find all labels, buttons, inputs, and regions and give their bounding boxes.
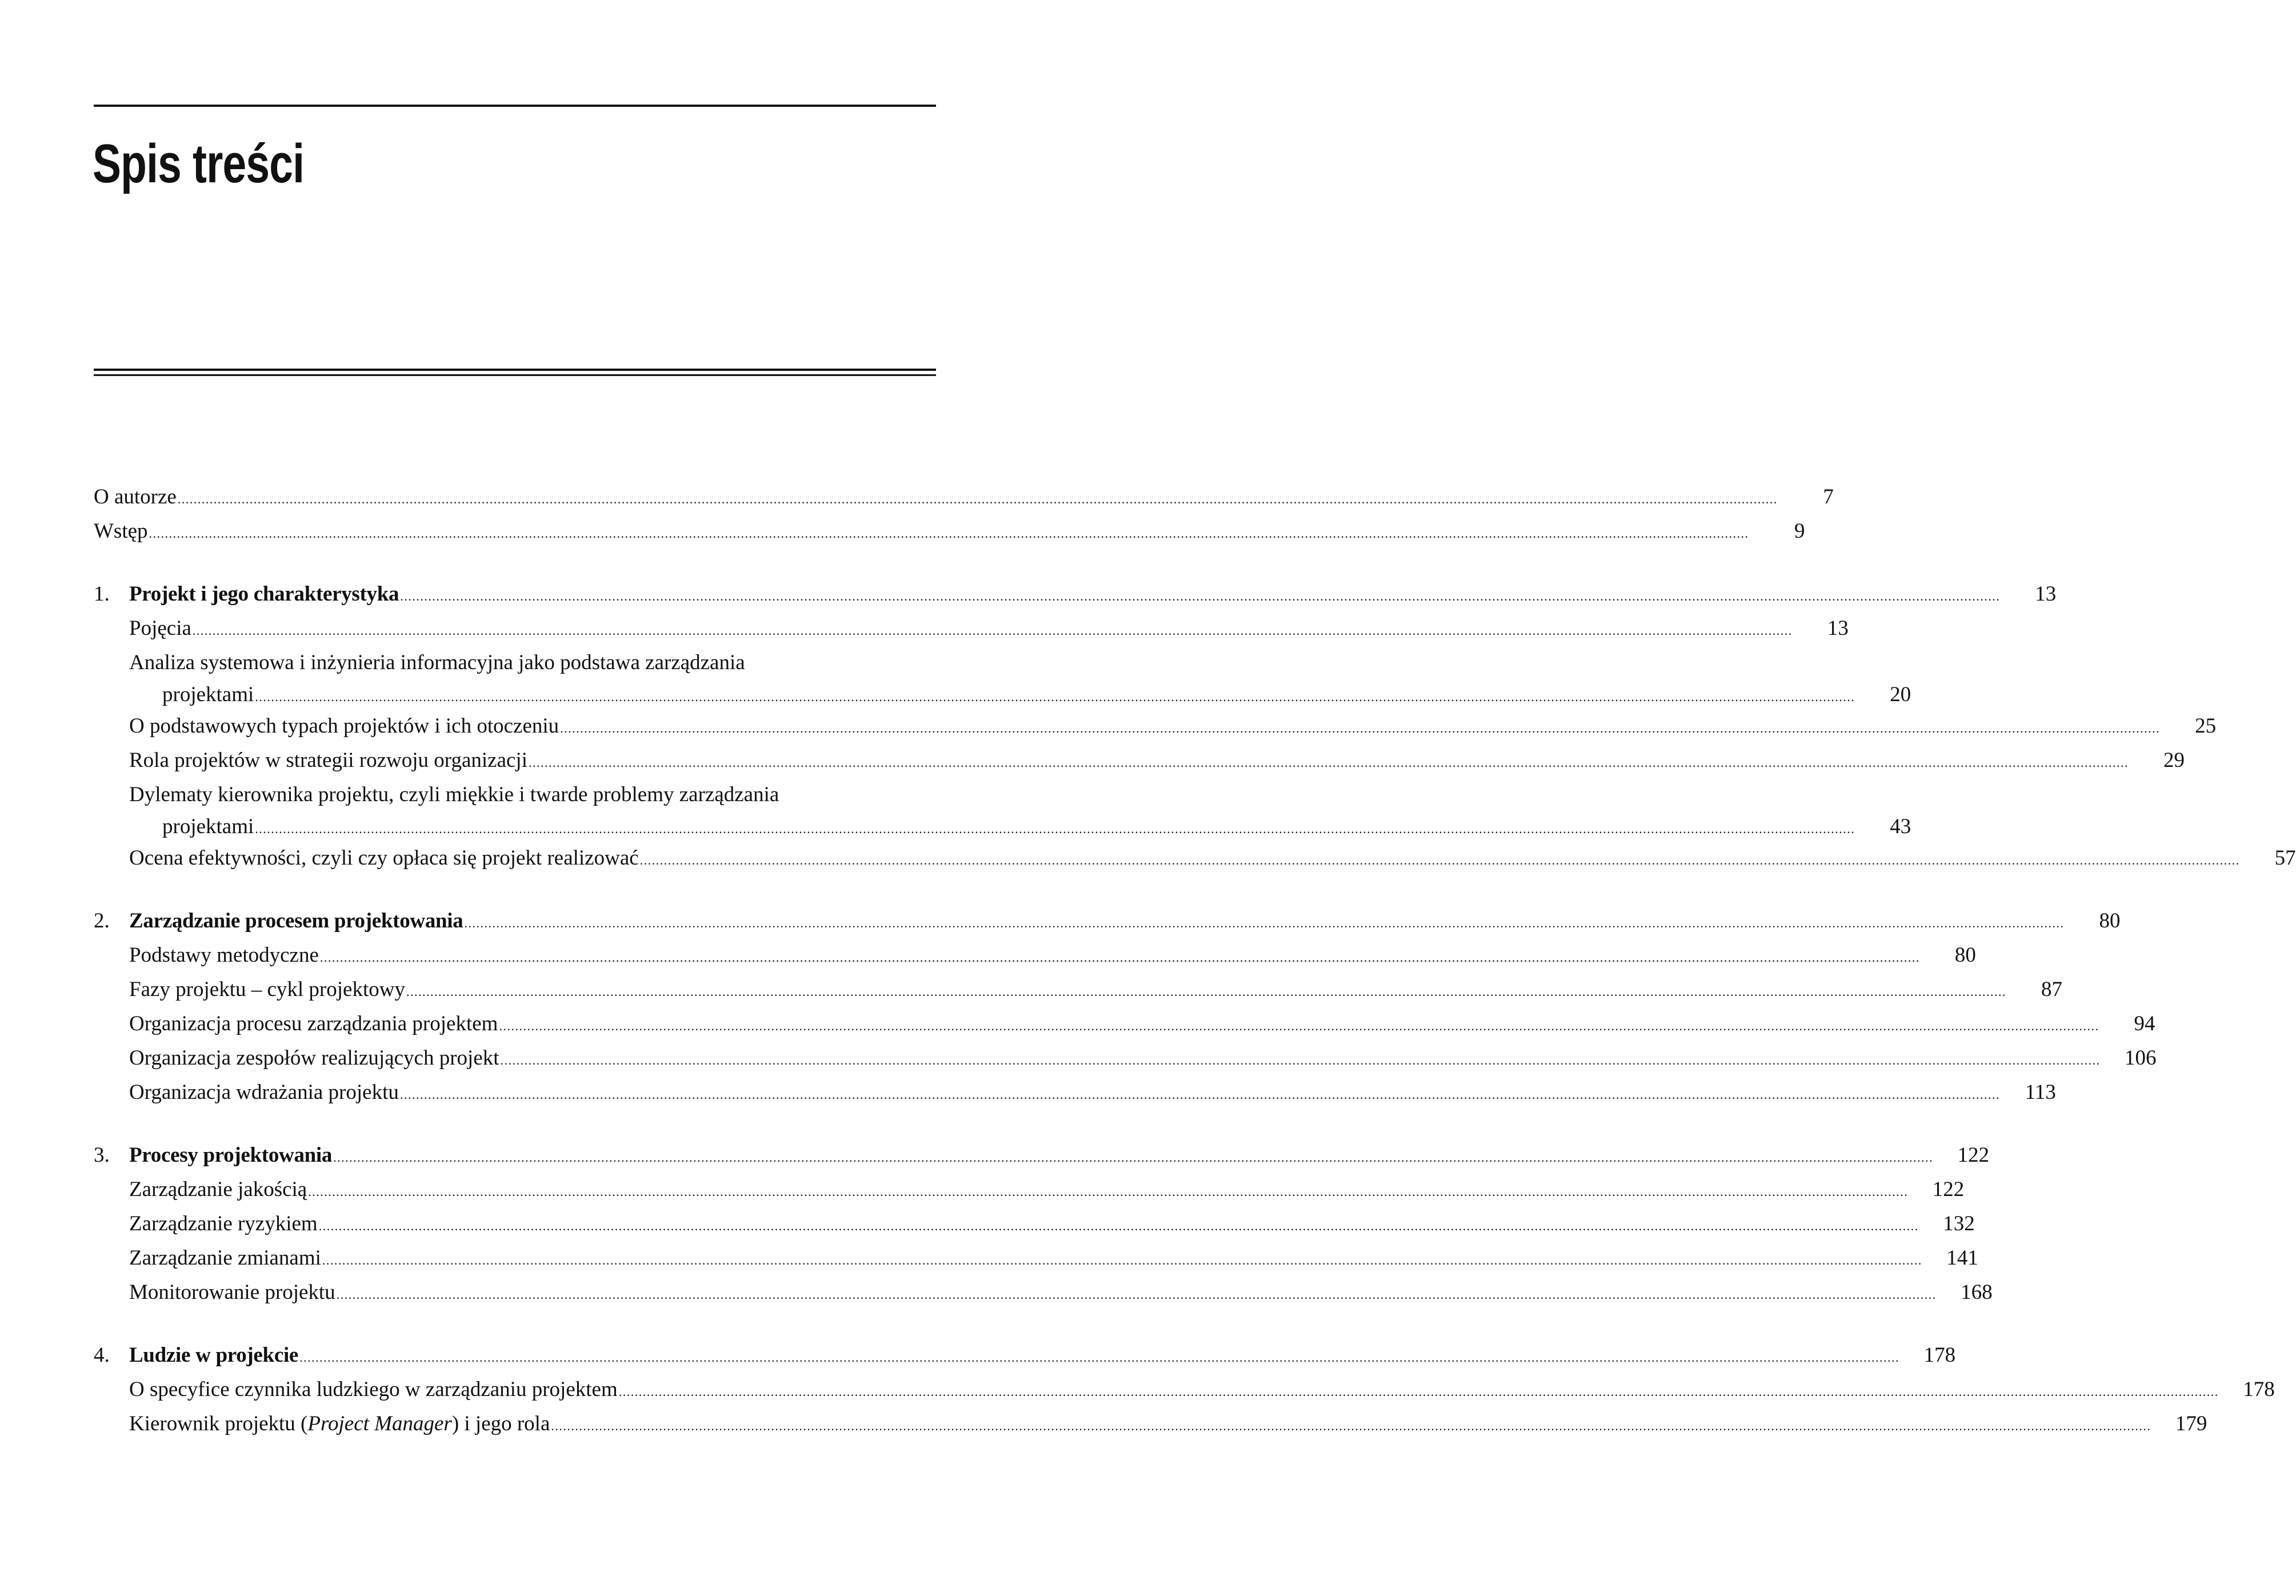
- dot-leader: ................................................................................................................................................................................................................................................................................................................................................................................................................: [149, 526, 1749, 541]
- dot-leader: ................................................................................................................................................................................................................................................................................................................................................................................................................: [255, 690, 1855, 704]
- entry-label: Fazy projektu – cykl projektowy: [129, 978, 405, 1001]
- dot-leader: ................................................................................................................................................................................................................................................................................................................................................................................................................: [333, 1150, 1934, 1165]
- chapter-number: 3.: [94, 1143, 110, 1167]
- dot-leader: ................................................................................................................................................................................................................................................................................................................................................................................................................: [560, 721, 2161, 735]
- page-number: 13: [2035, 582, 2057, 606]
- dot-leader: ................................................................................................................................................................................................................................................................................................................................................................................................................: [319, 950, 1920, 965]
- page-title: Spis treści: [93, 133, 305, 194]
- toc-entry[interactable]: [94, 1275, 1993, 1310]
- toc-entry-continuation[interactable]: [94, 680, 1911, 709]
- entry-label: Monitorowanie projektu: [129, 1281, 335, 1304]
- toc-entry[interactable]: [94, 1207, 1975, 1241]
- chapter-title: Ludzie w projekcie: [129, 1343, 299, 1367]
- entry-label: Organizacja wdrażania projektu: [129, 1081, 399, 1104]
- toc-entry[interactable]: [94, 841, 2296, 875]
- toc-entry[interactable]: [94, 1241, 1978, 1275]
- dot-leader: ................................................................................................................................................................................................................................................................................................................................................................................................................: [318, 1219, 1919, 1233]
- page-number: 113: [2025, 1081, 2056, 1104]
- dot-leader: ................................................................................................................................................................................................................................................................................................................................................................................................................: [551, 1419, 2151, 1433]
- page-number: 122: [1957, 1143, 1990, 1167]
- dot-leader: ................................................................................................................................................................................................................................................................................................................................................................................................................: [400, 589, 2001, 603]
- entry-label: Wstęp: [94, 519, 148, 543]
- toc-entry[interactable]: [94, 1407, 2207, 1441]
- entry-label: Organizacja zespołów realizujących projekt: [129, 1046, 499, 1070]
- toc-entry[interactable]: [94, 1373, 2275, 1407]
- page-number: 178: [1923, 1343, 1956, 1367]
- page-number: 80: [2099, 909, 2121, 933]
- dot-leader: ................................................................................................................................................................................................................................................................................................................................................................................................................: [406, 985, 2006, 999]
- emphasis: Project Manager: [307, 1412, 452, 1435]
- chapter-title: Procesy projektowania: [129, 1143, 333, 1167]
- entry-label: Podstawy metodyczne: [129, 943, 319, 967]
- entry-label: Zarządzanie zmianami: [129, 1246, 321, 1270]
- chapter-title: Projekt i jego charakterystyka: [129, 582, 399, 606]
- page-number: 57: [2274, 846, 2296, 870]
- dot-leader: ................................................................................................................................................................................................................................................................................................................................................................................................................: [464, 916, 2065, 930]
- chapter-entry[interactable]: [94, 1138, 1990, 1173]
- page-number: 106: [2125, 1046, 2157, 1070]
- toc-section: [94, 904, 2157, 1110]
- page-number: 25: [2195, 714, 2217, 738]
- dot-leader: ................................................................................................................................................................................................................................................................................................................................................................................................................: [499, 1019, 2099, 1033]
- dot-leader: ................................................................................................................................................................................................................................................................................................................................................................................................................: [528, 755, 2129, 770]
- page-number: 179: [2175, 1412, 2207, 1435]
- page-number: 141: [1946, 1246, 1978, 1270]
- entry-label-continuation: projektami: [162, 683, 254, 706]
- entry-label: O autorze: [94, 485, 177, 509]
- double-rule-bottom: [94, 374, 936, 376]
- toc-entry[interactable]: [94, 1041, 2157, 1075]
- entry-label: Analiza systemowa i inżynieria informacyjna jako podstawa zarządzania: [129, 651, 745, 674]
- dot-leader: ................................................................................................................................................................................................................................................................................................................................................................................................................: [308, 1185, 1909, 1199]
- chapter-number: 2.: [94, 909, 110, 933]
- page-number: 9: [1794, 519, 1805, 543]
- page-number: 20: [1890, 683, 1911, 706]
- page-number: 7: [1823, 485, 1834, 509]
- toc-entry[interactable]: [94, 1075, 2056, 1110]
- entry-label: Ocena efektywności, czyli czy opłaca się projekt realizować: [129, 846, 639, 870]
- double-rule-top: [94, 369, 936, 371]
- entry-label: Zarządzanie ryzykiem: [129, 1212, 318, 1235]
- dot-leader: ................................................................................................................................................................................................................................................................................................................................................................................................................: [618, 1385, 2219, 1399]
- entry-label-continuation: projektami: [162, 815, 254, 838]
- dot-leader: ................................................................................................................................................................................................................................................................................................................................................................................................................: [192, 623, 1793, 638]
- dot-leader: ................................................................................................................................................................................................................................................................................................................................................................................................................: [336, 1287, 1937, 1302]
- entry-label: Organizacja procesu zarządzania projektem: [129, 1012, 498, 1035]
- toc-entry-continuation[interactable]: [94, 812, 1911, 841]
- chapter-entry[interactable]: [94, 577, 2057, 611]
- entry-label: O specyfice czynnika ludzkiego w zarządzaniu projektem: [129, 1378, 618, 1401]
- toc-entry[interactable]: [94, 611, 1849, 646]
- entry-label: Kierownik projektu (Project Manager) i jego rola: [129, 1412, 550, 1435]
- chapter-number: 1.: [94, 582, 110, 606]
- entry-label: Zarządzanie jakością: [129, 1178, 307, 1201]
- dot-leader: ................................................................................................................................................................................................................................................................................................................................................................................................................: [639, 853, 2240, 867]
- page-number: 132: [1943, 1212, 1975, 1235]
- entry-label: Pojęcia: [129, 617, 191, 640]
- toc-entry[interactable]: [94, 1173, 1965, 1207]
- toc-entry[interactable]: [94, 778, 936, 812]
- toc-section: [94, 480, 1834, 549]
- dot-leader: ................................................................................................................................................................................................................................................................................................................................................................................................................: [255, 822, 1855, 836]
- chapter-number: 4.: [94, 1343, 110, 1367]
- toc-entry[interactable]: [94, 514, 1805, 549]
- page-number: 80: [1954, 943, 1976, 967]
- dot-leader: ................................................................................................................................................................................................................................................................................................................................................................................................................: [322, 1253, 1922, 1267]
- dot-leader: ................................................................................................................................................................................................................................................................................................................................................................................................................: [500, 1053, 2101, 1067]
- chapter-title: Zarządzanie procesem projektowania: [129, 909, 463, 933]
- toc-entry[interactable]: [94, 646, 936, 680]
- page-number: 122: [1932, 1178, 1965, 1201]
- top-rule: [94, 105, 936, 107]
- table-of-contents: [94, 480, 2296, 1470]
- chapter-entry[interactable]: [94, 904, 2121, 938]
- toc-entry[interactable]: [94, 480, 1834, 514]
- entry-label: O podstawowych typach projektów i ich otoczeniu: [129, 714, 559, 738]
- page-number: 168: [1961, 1281, 1993, 1304]
- toc-entry[interactable]: [94, 938, 1976, 973]
- page-number: 94: [2134, 1012, 2155, 1035]
- page-number: 13: [1827, 617, 1849, 640]
- toc-section: [94, 1338, 2275, 1441]
- toc-entry[interactable]: [94, 973, 2062, 1007]
- entry-label: Rola projektów w strategii rozwoju organizacji: [129, 749, 527, 772]
- dot-leader: ................................................................................................................................................................................................................................................................................................................................................................................................................: [177, 492, 1778, 506]
- toc-entry[interactable]: [94, 743, 2185, 778]
- entry-label: Dylematy kierownika projektu, czyli miękkie i twarde problemy zarządzania: [129, 783, 779, 806]
- toc-section: [94, 1138, 1993, 1310]
- page-number: 178: [2243, 1378, 2275, 1401]
- toc-entry[interactable]: [94, 1007, 2155, 1041]
- toc-entry[interactable]: [94, 709, 2217, 743]
- page-number: 29: [2163, 749, 2185, 772]
- dot-leader: ................................................................................................................................................................................................................................................................................................................................................................................................................: [399, 1087, 2000, 1102]
- page-number: 43: [1890, 815, 1911, 838]
- dot-leader: ................................................................................................................................................................................................................................................................................................................................................................................................................: [299, 1350, 1900, 1365]
- page-number: 87: [2041, 978, 2062, 1001]
- chapter-entry[interactable]: [94, 1338, 1956, 1373]
- toc-section: [94, 577, 2296, 875]
